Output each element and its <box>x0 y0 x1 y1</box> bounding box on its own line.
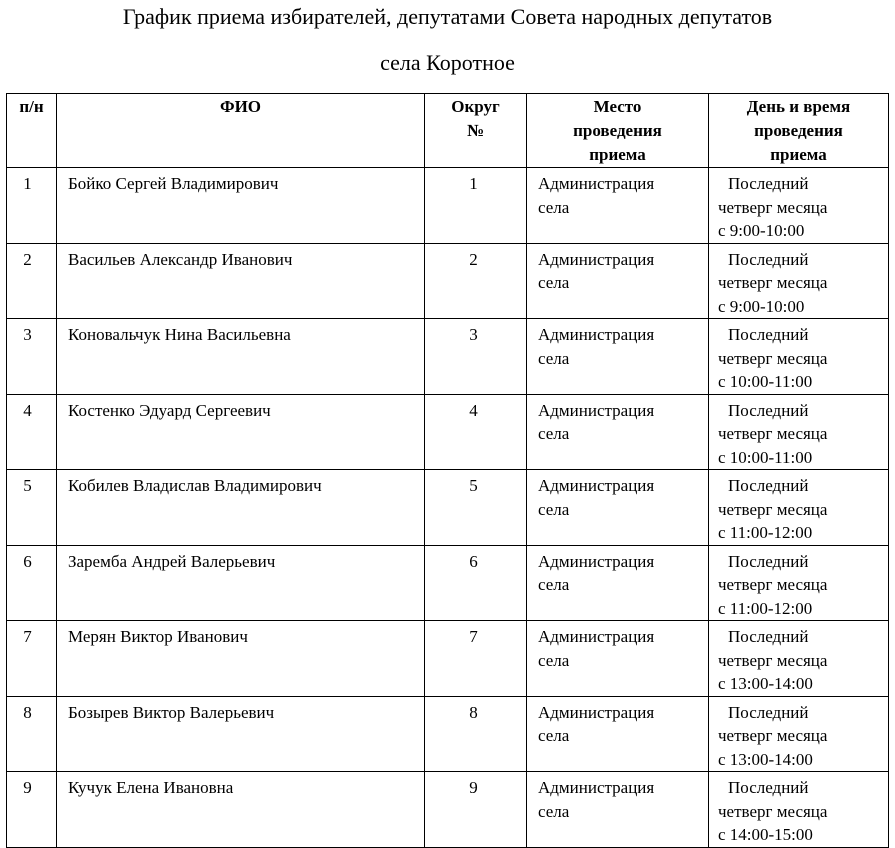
table-row <box>7 545 889 621</box>
cell-okrug: 9 <box>425 772 527 848</box>
cell-num: 2 <box>7 243 57 319</box>
table-row <box>7 621 889 697</box>
cell-okrug: 1 <box>425 168 527 244</box>
header-okrug: Округ № <box>425 94 527 168</box>
cell-okrug: 3 <box>425 319 527 395</box>
cell-time: Последний четверг месяца с 11:00-12:00 <box>709 470 889 546</box>
cell-fio: Кучук Елена Ивановна <box>57 772 425 848</box>
cell-okrug: 8 <box>425 696 527 772</box>
cell-place: Администрация села <box>527 168 709 244</box>
header-fio: ФИО <box>57 94 425 168</box>
cell-fio: Мерян Виктор Иванович <box>57 621 425 697</box>
document-title-line-1: График приема избирателей, депутатами Совета народных депутатов <box>122 4 773 29</box>
reception-schedule-table <box>6 93 889 848</box>
cell-num: 8 <box>7 696 57 772</box>
table-row <box>7 772 889 848</box>
table-row <box>7 319 889 395</box>
cell-num: 1 <box>7 168 57 244</box>
cell-okrug: 6 <box>425 545 527 621</box>
cell-fio: Кобилев Владислав Владимирович <box>57 470 425 546</box>
table-header-row <box>7 94 889 168</box>
cell-okrug: 5 <box>425 470 527 546</box>
cell-time: Последний четверг месяца с 9:00-10:00 <box>709 243 889 319</box>
cell-num: 6 <box>7 545 57 621</box>
cell-time: Последний четверг месяца с 13:00-14:00 <box>709 621 889 697</box>
cell-time: Последний четверг месяца с 10:00-11:00 <box>709 394 889 470</box>
table-row <box>7 394 889 470</box>
cell-okrug: 7 <box>425 621 527 697</box>
cell-place: Администрация села <box>527 621 709 697</box>
cell-place: Администрация села <box>527 772 709 848</box>
header-time: День и время проведения приема <box>709 94 889 168</box>
cell-place: Администрация села <box>527 243 709 319</box>
table-row <box>7 168 889 244</box>
cell-place: Администрация села <box>527 319 709 395</box>
cell-place: Администрация села <box>527 394 709 470</box>
cell-place: Администрация села <box>527 470 709 546</box>
cell-time: Последний четверг месяца с 14:00-15:00 <box>709 772 889 848</box>
cell-time: Последний четверг месяца с 13:00-14:00 <box>709 696 889 772</box>
cell-time: Последний четверг месяца с 9:00-10:00 <box>709 168 889 244</box>
header-num: п/н <box>7 94 57 168</box>
cell-num: 9 <box>7 772 57 848</box>
cell-fio: Бозырев Виктор Валерьевич <box>57 696 425 772</box>
cell-num: 7 <box>7 621 57 697</box>
document-title-line-2: села Коротное <box>380 50 515 75</box>
cell-num: 4 <box>7 394 57 470</box>
cell-okrug: 4 <box>425 394 527 470</box>
cell-okrug: 2 <box>425 243 527 319</box>
table-row <box>7 696 889 772</box>
cell-fio: Коновальчук Нина Васильевна <box>57 319 425 395</box>
cell-fio: Костенко Эдуард Сергеевич <box>57 394 425 470</box>
cell-num: 3 <box>7 319 57 395</box>
cell-fio: Васильев Александр Иванович <box>57 243 425 319</box>
cell-time: Последний четверг месяца с 10:00-11:00 <box>709 319 889 395</box>
cell-fio: Заремба Андрей Валерьевич <box>57 545 425 621</box>
cell-fio: Бойко Сергей Владимирович <box>57 168 425 244</box>
cell-num: 5 <box>7 470 57 546</box>
cell-place: Администрация села <box>527 696 709 772</box>
table-row <box>7 243 889 319</box>
cell-place: Администрация села <box>527 545 709 621</box>
cell-time: Последний четверг месяца с 11:00-12:00 <box>709 545 889 621</box>
table-row <box>7 470 889 546</box>
header-place: Место проведения приема <box>527 94 709 168</box>
